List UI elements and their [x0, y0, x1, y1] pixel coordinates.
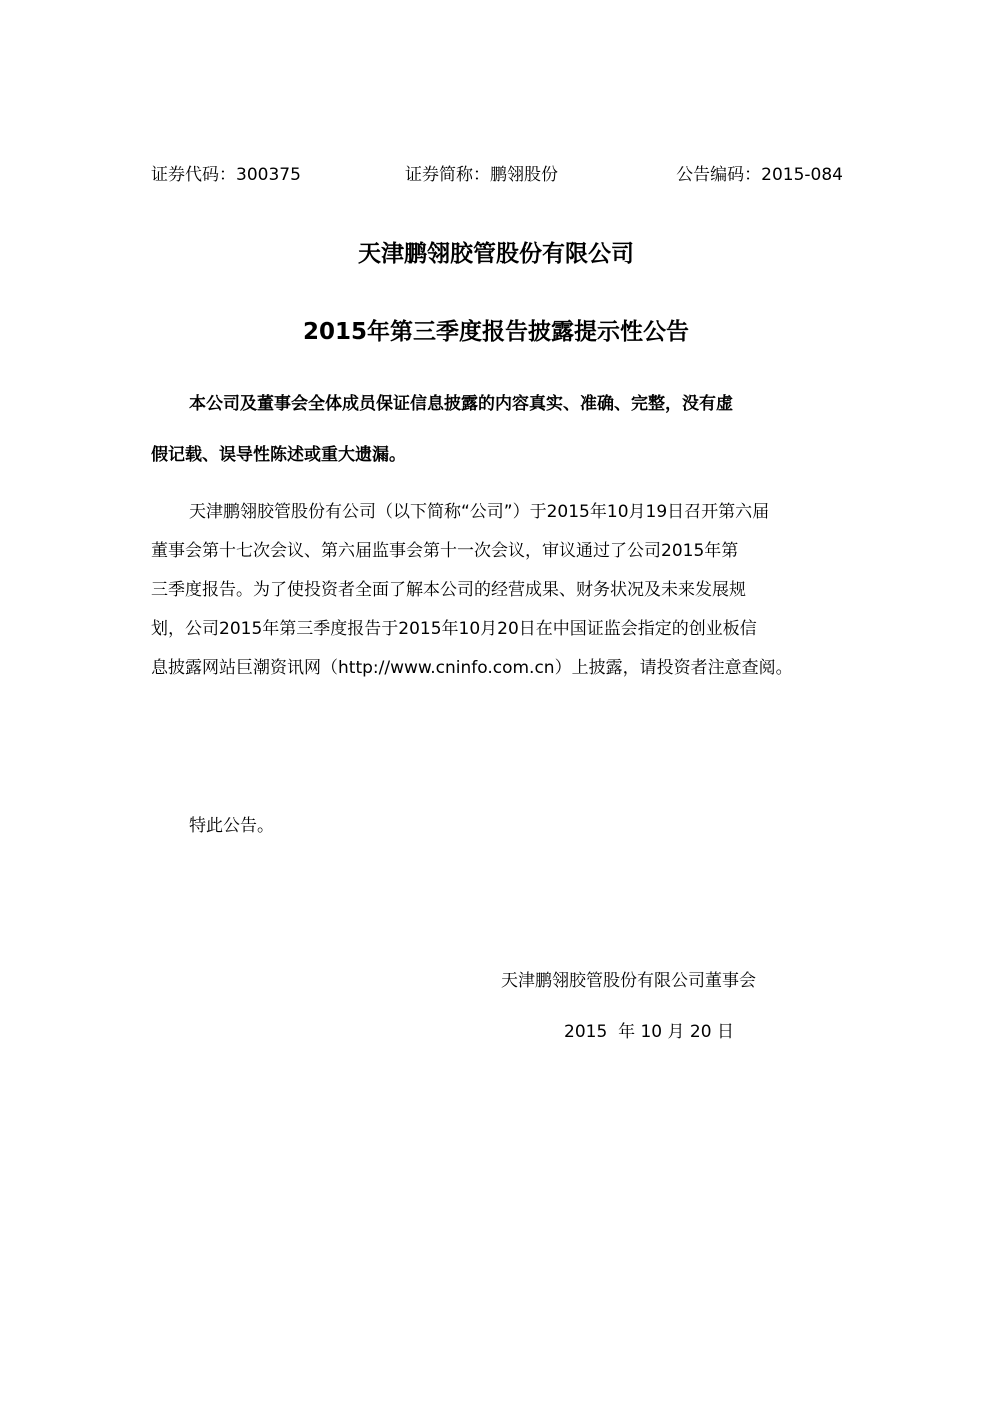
closing-text: 特此公告。: [189, 816, 274, 836]
stock-code: 证券代码：300375: [151, 165, 301, 185]
body-line-1: 天津鹏翎胶管股份有公司（以下简称“公司”）于2015年10月19日召开第六届: [189, 502, 770, 522]
body-line-5: 息披露网站巨潮资讯网（http://www.cninfo.com.cn）上披露，请投资者注意查阅。: [151, 658, 793, 678]
company-title: 天津鹏翎胶管股份有限公司: [358, 241, 634, 267]
stock-short-name: 证券简称：鹏翎股份: [405, 165, 558, 185]
statement-line-1: 本公司及董事会全体成员保证信息披露的内容真实、准确、完整，没有虚: [189, 394, 733, 414]
body-line-3: 三季度报告。为了使投资者全面了解本公司的经营成果、财务状况及未来发展规: [151, 580, 746, 600]
report-title: 2015年第三季度报告披露提示性公告: [302, 319, 689, 345]
signature-date: 2015 年 10 月 20 日: [564, 1022, 734, 1042]
signer: 天津鹏翎胶管股份有限公司董事会: [501, 971, 756, 991]
body-line-2: 董事会第十七次会议、第六届监事会第十一次会议，审议通过了公司2015年第: [151, 541, 739, 561]
body-line-4: 划，公司2015年第三季度报告于2015年10月20日在中国证监会指定的创业板信: [151, 619, 757, 639]
statement-line-2: 假记载、误导性陈述或重大遗漏。: [151, 445, 406, 465]
announcement-number: 公告编码：2015-084: [676, 165, 843, 185]
announcement-header: [151, 163, 843, 187]
